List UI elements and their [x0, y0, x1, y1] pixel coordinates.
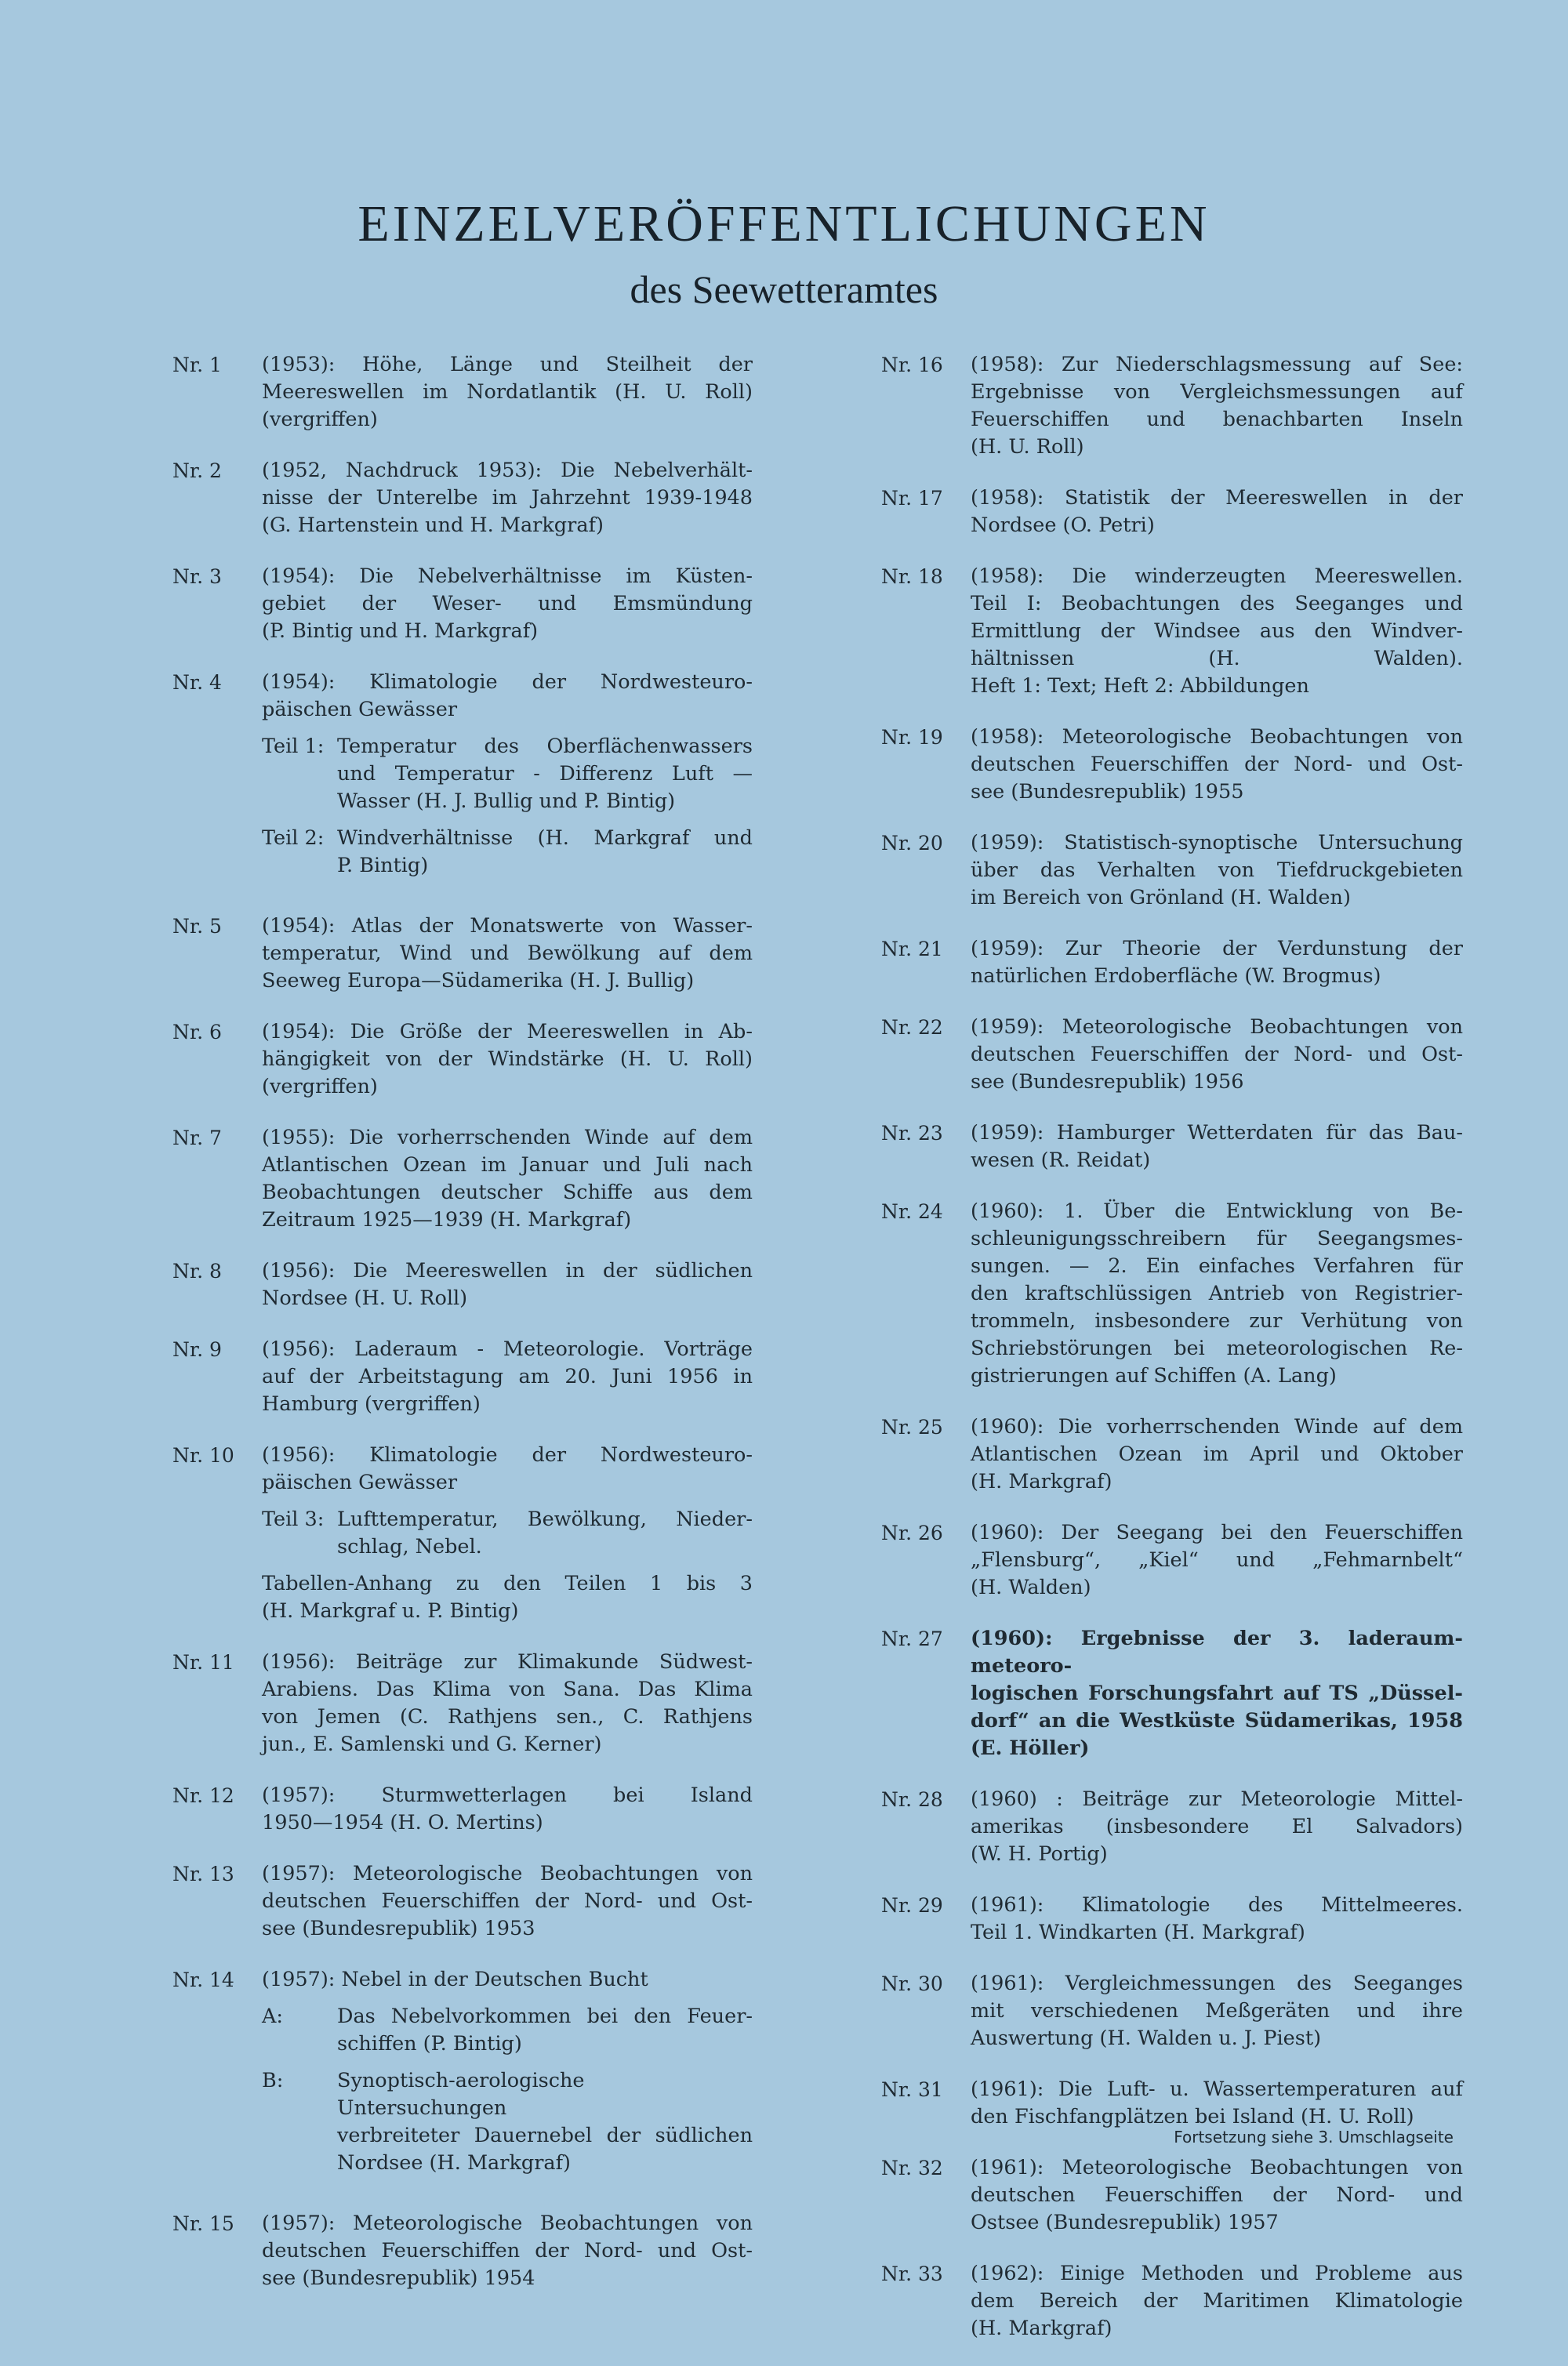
publication-number: Nr. 8	[172, 1260, 222, 1283]
publication-description	[971, 1119, 1463, 1174]
publication-number: Nr. 11	[172, 1651, 234, 1674]
entry-text-line: Beobachtungen deutscher Schiffe aus dem	[262, 1181, 753, 1204]
publication-description	[971, 563, 1463, 700]
publication-description	[971, 1970, 1463, 2052]
entry-text-line: (1961): Vergleichmessungen des Seeganges	[971, 1972, 1463, 1995]
publication-part	[262, 733, 753, 815]
entry-text-line: (1954): Klimatologie der Nordwesteuro-	[262, 670, 753, 694]
publication-description	[262, 1782, 753, 1837]
publication-entry	[172, 563, 753, 645]
publication-number: Nr. 17	[881, 487, 943, 510]
publication-description	[971, 2260, 1463, 2342]
publication-number: Nr. 27	[881, 1628, 943, 1650]
publication-entry	[172, 1860, 753, 1943]
entry-text-line: sungen. — 2. Ein einfaches Verfahren für	[971, 1254, 1463, 1278]
publication-number: Nr. 22	[881, 1016, 943, 1039]
entry-text-line: Ostsee (Bundesrepublik) 1957	[971, 2211, 1279, 2234]
publication-number: Nr. 13	[172, 1863, 234, 1885]
entry-text-line: mit verschiedenen Meßgeräten und ihre	[971, 1999, 1463, 2023]
publication-number: Nr. 19	[881, 726, 943, 749]
page-title: EINZELVERÖFFENTLICHUNGEN	[358, 195, 1210, 252]
part-label: A:	[262, 2005, 284, 2028]
entry-text-line: deutschen Feuerschiffen der Nord- und Ost-	[262, 2239, 753, 2263]
publication-entry	[881, 2260, 1463, 2342]
part-text	[337, 733, 753, 815]
publication-part	[262, 2003, 753, 2058]
publication-entry	[881, 484, 1463, 539]
entry-text-line: (E. Höller)	[971, 1736, 1090, 1760]
right-column	[881, 351, 1463, 2366]
entry-text-line: (1961): Klimatologie des Mittelmeeres.	[971, 1893, 1463, 1917]
entry-text-line: hängigkeit von der Windstärke (H. U. Roll)	[262, 1047, 753, 1071]
publication-description	[971, 351, 1463, 461]
publication-number: Nr. 10	[172, 1444, 234, 1467]
publication-parts	[262, 1506, 753, 1561]
entry-text-line: Feuerschiffen und benachbarten Inseln	[971, 408, 1463, 431]
entry-text-line: trommeln, insbesondere zur Verhütung von	[971, 1309, 1463, 1333]
entry-text-line: Ermittlung der Windsee aus den Windver-	[971, 619, 1463, 643]
publication-description	[262, 1442, 753, 1625]
entry-text-line: den Fischfangplätzen bei Island (H. U. Roll)	[971, 2105, 1414, 2128]
entry-text-line: (1958): Zur Niederschlagsmessung auf See:	[971, 353, 1463, 376]
publication-number: Nr. 20	[881, 832, 943, 855]
publication-description	[971, 1413, 1463, 1496]
publication-entry	[881, 1970, 1463, 2052]
entry-text-line: Hamburg (vergriffen)	[262, 1392, 481, 1416]
entry-text-line: (1961): Die Luft- u. Wassertemperaturen auf	[971, 2078, 1463, 2101]
entry-text-line: (1960): Der Seegang bei den Feuerschiffen	[971, 1521, 1463, 1544]
publication-number: Nr. 31	[881, 2078, 943, 2101]
entry-text-line: Windverhältnisse (H. Markgraf und	[337, 826, 753, 850]
publication-number: Nr. 5	[172, 915, 222, 938]
publication-description	[971, 2076, 1463, 2131]
publication-entry	[172, 1018, 753, 1101]
entry-text-line: (1956): Laderaum - Meteorologie. Vorträge	[262, 1337, 753, 1361]
publication-number: Nr. 6	[172, 1021, 222, 1043]
entry-text-line: und Temperatur - Differenz Luft —	[337, 762, 753, 786]
publication-number: Nr. 24	[881, 1200, 943, 1223]
entry-text-line: (1954): Die Nebelverhältnisse im Küsten-	[262, 564, 753, 588]
entry-text-line: Seeweg Europa—Südamerika (H. J. Bullig)	[262, 969, 695, 992]
publication-entry	[881, 1519, 1463, 1602]
publication-number: Nr. 15	[172, 2212, 234, 2235]
publication-entry	[172, 1966, 753, 2186]
entry-text-line: (1959): Zur Theorie der Verdunstung der	[971, 937, 1463, 960]
entry-text-line: schlag, Nebel.	[337, 1535, 482, 1559]
publication-entry	[881, 1892, 1463, 1947]
entry-text-line: Temperatur des Oberflächenwassers	[337, 735, 753, 758]
entry-text-line: hältnissen (H. Walden).	[971, 647, 1463, 670]
entry-text-line: (vergriffen)	[262, 1075, 378, 1098]
publication-number: Nr. 3	[172, 565, 222, 588]
entry-text-line: wesen (R. Reidat)	[971, 1149, 1151, 1172]
entry-text-line: schleunigungsschreibern für Seegangsmes-	[971, 1227, 1463, 1250]
publication-number: Nr. 23	[881, 1122, 943, 1145]
part-label: Teil 2:	[262, 826, 325, 850]
entry-text-line: verbreiteter Dauernebel der südlichen	[337, 2124, 753, 2147]
entry-text-line: Zeitraum 1925—1939 (H. Markgraf)	[262, 1208, 632, 1232]
publication-entry	[172, 1124, 753, 1234]
publication-description	[971, 484, 1463, 539]
continuation-note: Fortsetzung siehe 3. Umschlagseite	[1174, 2128, 1454, 2146]
publication-entry	[172, 913, 753, 995]
publication-description	[971, 935, 1463, 990]
publication-entry	[881, 1786, 1463, 1868]
entry-text-line: see (Bundesrepublik) 1956	[971, 1070, 1244, 1094]
publication-description	[262, 1860, 753, 1943]
entry-text-line: (P. Bintig und H. Markgraf)	[262, 619, 539, 643]
entry-text-line: see (Bundesrepublik) 1955	[971, 780, 1244, 804]
entry-text-line: (1958): Meteorologische Beobachtungen von	[971, 725, 1463, 749]
entry-text-line: (1958): Statistik der Meereswellen in der	[971, 486, 1463, 510]
entry-text-line: logischen Forschungsfahrt auf TS „Düssel-	[971, 1682, 1463, 1705]
publication-description	[262, 1257, 753, 1312]
publication-part	[262, 2067, 753, 2177]
publication-entry	[172, 1257, 753, 1312]
publication-description	[262, 1124, 753, 1234]
entry-text-line: von Jemen (C. Rathjens sen., C. Rathjens	[262, 1705, 753, 1729]
entry-text-line: 1950—1954 (H. O. Mertins)	[262, 1811, 543, 1834]
entry-text-line: päischen Gewässer	[262, 698, 458, 721]
entry-text-line: (G. Hartenstein und H. Markgraf)	[262, 513, 604, 537]
part-label: Teil 1:	[262, 735, 325, 758]
entry-text-line: schiffen (P. Bintig)	[337, 2032, 522, 2056]
publication-entry	[172, 1442, 753, 1625]
publication-number: Nr. 2	[172, 459, 222, 482]
entry-text-line: Nordsee (H. U. Roll)	[262, 1286, 468, 1310]
entry-text-line: see (Bundesrepublik) 1953	[262, 1917, 535, 1940]
publication-description	[971, 1786, 1463, 1868]
entry-text-line: natürlichen Erdoberfläche (W. Brogmus)	[971, 964, 1381, 988]
entry-text-line: (vergriffen)	[262, 408, 378, 431]
publication-part	[262, 825, 753, 880]
entry-text-line: Lufttemperatur, Bewölkung, Nieder-	[337, 1508, 753, 1531]
entry-text-line: (W. H. Portig)	[971, 1842, 1108, 1866]
entry-text-line: (1959): Statistisch-synoptische Untersuchung	[971, 831, 1463, 855]
entry-text-line: Tabellen-Anhang zu den Teilen 1 bis 3	[262, 1572, 753, 1595]
entry-text-line: dorf“ an die Westküste Südamerikas, 1958	[971, 1709, 1463, 1733]
entry-text-line: Atlantischen Ozean im April und Oktober	[971, 1442, 1463, 1466]
publication-number: Nr. 9	[172, 1338, 222, 1361]
publication-number: Nr. 25	[881, 1416, 943, 1439]
left-column	[172, 351, 753, 2316]
publication-entry	[172, 2210, 753, 2292]
publication-description	[971, 829, 1463, 912]
publication-entry	[172, 1782, 753, 1837]
publication-description	[971, 724, 1463, 806]
entry-text-line: (1960) : Beiträge zur Meteorologie Mittel-	[971, 1787, 1463, 1811]
publication-number: Nr. 4	[172, 671, 222, 694]
entry-text-line: Synoptisch-aerologische Untersuchungen	[337, 2069, 585, 2120]
publication-description	[971, 1014, 1463, 1096]
publication-description	[262, 457, 753, 539]
publication-description	[262, 1966, 753, 2186]
entry-text-line: (1960): Ergebnisse der 3. laderaum-meteoro-	[971, 1627, 1463, 1678]
publication-description	[971, 2154, 1463, 2237]
entry-text-line: (1957): Meteorologische Beobachtungen von	[262, 2212, 753, 2235]
publication-entry	[881, 2154, 1463, 2237]
entry-text-line: deutschen Feuerschiffen der Nord- und Ost-	[971, 1043, 1463, 1066]
page-subtitle: des Seewetteramtes	[630, 267, 938, 311]
publication-entry	[881, 2076, 1463, 2131]
entry-text-line: (1956): Klimatologie der Nordwesteuro-	[262, 1443, 753, 1467]
part-text	[337, 825, 753, 880]
publication-description	[262, 351, 753, 434]
publication-number: Nr. 21	[881, 938, 943, 960]
entry-text-line: Teil I: Beobachtungen des Seeganges und	[971, 592, 1463, 615]
publication-number: Nr. 18	[881, 565, 943, 588]
publication-number: Nr. 1	[172, 354, 222, 376]
entry-text-line: (1960): 1. Über die Entwicklung von Be-	[971, 1199, 1463, 1223]
publication-description	[971, 1892, 1463, 1947]
entry-text-line: (1962): Einige Methoden und Probleme aus	[971, 2262, 1463, 2285]
part-text	[337, 2067, 753, 2177]
entry-text-line: (1954): Atlas der Monatswerte von Wasser-	[262, 914, 753, 938]
publication-entry	[881, 1119, 1463, 1174]
entry-text-line: Meereswellen im Nordatlantik (H. U. Roll)	[262, 380, 753, 404]
entry-text-line: (H. Walden)	[971, 1576, 1091, 1599]
entry-text-line: (1957): Sturmwetterlagen bei Island	[262, 1784, 753, 1807]
entry-text-line: (1957): Nebel in der Deutschen Bucht	[262, 1968, 648, 1991]
entry-text-line: jun., E. Samlenski und G. Kerner)	[262, 1733, 602, 1756]
entry-text-line: deutschen Feuerschiffen der Nord- und Ost-	[262, 1889, 753, 1913]
entry-text-line: Auswertung (H. Walden u. J. Piest)	[971, 2027, 1322, 2050]
publication-number: Nr. 16	[881, 354, 943, 376]
publication-entry	[881, 1014, 1463, 1096]
publication-number: Nr. 30	[881, 1972, 943, 1995]
part-label: B:	[262, 2069, 284, 2092]
part-text	[337, 2003, 753, 2058]
entry-text-line: amerikas (insbesondere El Salvadors)	[971, 1815, 1463, 1838]
entry-text-line: (1959): Hamburger Wetterdaten für das Bau-	[971, 1121, 1463, 1145]
publication-entry	[172, 669, 753, 889]
entry-text-line: (H. Markgraf)	[971, 1470, 1112, 1493]
entry-text-line: (1954): Die Größe der Meereswellen in Ab-	[262, 1020, 753, 1043]
publication-entry	[881, 351, 1463, 461]
publication-number: Nr. 33	[881, 2263, 943, 2285]
publication-description	[262, 1649, 753, 1758]
entry-text-line: im Bereich von Grönland (H. Walden)	[971, 886, 1351, 909]
entry-text-line: gebiet der Weser- und Emsmündung	[262, 592, 753, 615]
publication-description	[971, 1519, 1463, 1602]
entry-text-line: Ergebnisse von Vergleichsmessungen auf	[971, 380, 1463, 404]
part-text	[337, 1506, 753, 1561]
entry-text-line: Atlantischen Ozean im Januar und Juli nach	[262, 1153, 753, 1177]
publication-entry	[172, 457, 753, 539]
publication-parts	[262, 733, 753, 880]
entry-text-line: den kraftschlüssigen Antrieb von Registrier-	[971, 1282, 1463, 1305]
entry-text-line: (1952, Nachdruck 1953): Die Nebelverhält-	[262, 459, 753, 482]
publication-entry	[881, 1625, 1463, 1762]
entry-text-line: dem Bereich der Maritimen Klimatologie	[971, 2289, 1463, 2313]
publication-number: Nr. 26	[881, 1522, 943, 1544]
entry-text-line: (1959): Meteorologische Beobachtungen von	[971, 1015, 1463, 1039]
publication-entry	[881, 1413, 1463, 1496]
publication-entry	[881, 563, 1463, 700]
entry-text-line: Arabiens. Das Klima von Sana. Das Klima	[262, 1678, 753, 1701]
entry-text-line: über das Verhalten von Tiefdruckgebieten	[971, 858, 1463, 882]
entry-text-line: auf der Arbeitstagung am 20. Juni 1956 in	[262, 1365, 753, 1388]
publication-entry	[881, 724, 1463, 806]
entry-text-line: P. Bintig)	[337, 854, 429, 877]
entry-text-line: (1957): Meteorologische Beobachtungen von	[262, 1862, 753, 1885]
entry-text-line: Heft 1: Text; Heft 2: Abbildungen	[971, 674, 1309, 698]
entry-text-line: see (Bundesrepublik) 1954	[262, 2266, 535, 2290]
entry-text-line: Teil 1. Windkarten (H. Markgraf)	[971, 1921, 1305, 1944]
entry-text-line: Nordsee (H. Markgraf)	[337, 2151, 572, 2175]
part-label: Teil 3:	[262, 1508, 325, 1531]
entry-text-line: Schriebstörungen bei meteorologischen Re-	[971, 1337, 1463, 1360]
entry-text-line: Das Nebelvorkommen bei den Feuer-	[337, 2005, 753, 2028]
entry-text-line: deutschen Feuerschiffen der Nord- und Ost-	[971, 753, 1463, 776]
publication-number: Nr. 12	[172, 1784, 234, 1807]
publication-number: Nr. 7	[172, 1127, 222, 1149]
publication-entry	[172, 1336, 753, 1418]
publication-number: Nr. 29	[881, 1894, 943, 1917]
publication-description	[262, 563, 753, 645]
publication-number: Nr. 14	[172, 1969, 234, 1991]
publication-description	[262, 2210, 753, 2292]
publication-description	[262, 669, 753, 889]
publication-entry	[172, 351, 753, 434]
publication-number: Nr. 32	[881, 2157, 943, 2179]
entry-text-line: Nordsee (O. Petri)	[971, 513, 1155, 537]
entry-text-line: (1953): Höhe, Länge und Steilheit der	[262, 353, 753, 376]
publication-entry	[881, 935, 1463, 990]
entry-text-line: „Flensburg“, „Kiel“ und „Fehmarnbelt“	[971, 1548, 1463, 1572]
entry-text-line: (H. Markgraf)	[971, 2317, 1112, 2340]
publication-entry	[172, 1649, 753, 1758]
publication-description	[971, 1198, 1463, 1390]
publication-part	[262, 1506, 753, 1561]
publication-entry	[881, 1198, 1463, 1390]
entry-text-line: (H. Markgraf u. P. Bintig)	[262, 1599, 519, 1623]
entry-text-line: Wasser (H. J. Bullig und P. Bintig)	[337, 789, 676, 813]
entry-text-line: nisse der Unterelbe im Jahrzehnt 1939-1948	[262, 486, 753, 510]
entry-text-line: (1955): Die vorherrschenden Winde auf dem	[262, 1126, 753, 1149]
entry-text-line: (1960): Die vorherrschenden Winde auf dem	[971, 1415, 1463, 1439]
publication-description	[262, 1018, 753, 1101]
publication-number: Nr. 28	[881, 1788, 943, 1811]
entry-text-line: (1958): Die winderzeugten Meereswellen.	[971, 564, 1463, 588]
publication-description	[971, 1625, 1463, 1762]
entry-text-line: deutschen Feuerschiffen der Nord- und	[971, 2183, 1463, 2207]
entry-text-line: temperatur, Wind und Bewölkung auf dem	[262, 942, 753, 965]
publication-entry	[881, 829, 1463, 912]
publication-description	[262, 1336, 753, 1418]
publication-description	[262, 913, 753, 995]
entry-text-line: gistrierungen auf Schiffen (A. Lang)	[971, 1364, 1337, 1388]
entry-text-line: (1956): Die Meereswellen in der südlichen	[262, 1259, 753, 1283]
entry-text-line: (1961): Meteorologische Beobachtungen von	[971, 2156, 1463, 2179]
entry-text-line: (1956): Beiträge zur Klimakunde Südwest-	[262, 1650, 753, 1674]
publication-parts	[262, 2003, 753, 2177]
entry-text-line: (H. U. Roll)	[971, 435, 1084, 459]
entry-text-line: päischen Gewässer	[262, 1471, 458, 1494]
